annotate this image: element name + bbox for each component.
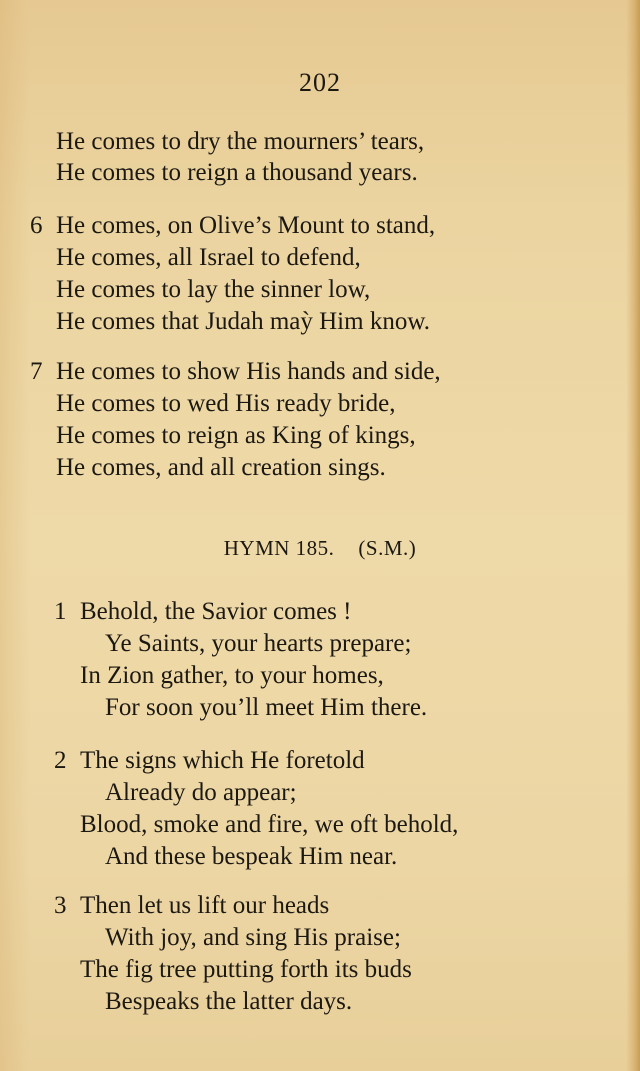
verse-line: And these bespeak Him near. — [105, 843, 398, 870]
verse-line: With joy, and sing His praise; — [105, 924, 401, 951]
verse-number: 1 — [54, 598, 67, 625]
verse-line: He comes, on Olive’s Mount to stand, — [56, 212, 436, 239]
verse-number: 3 — [54, 892, 67, 919]
verse-line: He comes to reign a thousand years. — [56, 159, 418, 186]
verse-line: The fig tree putting forth its buds — [80, 956, 412, 983]
verse-line: He comes to show His hands and side, — [56, 358, 441, 385]
verse-line: Blood, smoke and fire, we oft behold, — [80, 811, 459, 838]
verse-line: Behold, the Savior comes ! — [80, 598, 352, 625]
page-number: 202 — [299, 68, 341, 97]
verse-line: Ye Saints, your hearts prepare; — [105, 630, 412, 657]
verse-line: For soon you’ll meet Him there. — [105, 694, 428, 721]
hymn-title: HYMN 185. — [223, 536, 335, 560]
verse-line: He comes, and all creation sings. — [56, 454, 386, 481]
verse-line: He comes to wed His ready bride, — [56, 390, 396, 417]
verse-line: He comes to lay the sinner low, — [56, 276, 371, 303]
verse-line: Then let us lift our heads — [80, 892, 330, 919]
hymn-heading — [0, 536, 640, 561]
verse-number: 2 — [54, 747, 67, 774]
verse-line: In Zion gather, to your homes, — [80, 662, 384, 689]
verse-number: 7 — [30, 358, 43, 385]
verse-line: He comes to dry the mourners’ tears, — [56, 128, 425, 155]
verse-line: The signs which He foretold — [80, 747, 365, 774]
verse-line: He comes to reign as King of kings, — [56, 422, 416, 449]
verse-line: Bespeaks the latter days. — [105, 988, 353, 1015]
hymn-meter: (S.M.) — [358, 536, 417, 560]
verse-number: 6 — [30, 212, 43, 239]
verse-line: Already do appear; — [105, 779, 297, 806]
verse-line: He comes, all Israel to defend, — [56, 244, 361, 271]
verse-line: He comes that Judah maỳ Him know. — [56, 308, 430, 335]
